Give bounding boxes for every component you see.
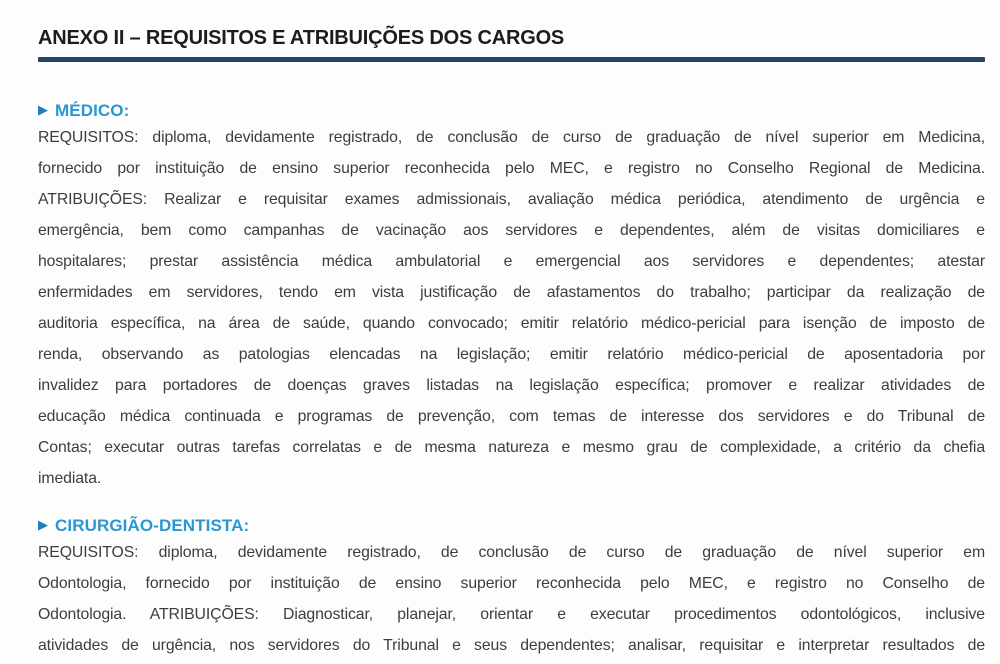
section-paragraph [38, 122, 985, 494]
section-medico [38, 101, 985, 494]
text-line: emergência, bem como campanhas de vacinação aos servidores e dependentes, além de visitas domiciliares e [38, 222, 985, 239]
text-line: Odontologia, fornecido por instituição de ensino superior reconhecida pelo MEC, e registro no Conselho de [38, 575, 985, 592]
text-line: atividades de urgência, nos servidores do Tribunal e seus dependentes; analisar, requisitar e interpretar resultados de [38, 637, 985, 654]
text-line: hospitalares; prestar assistência médica ambulatorial e emergencial aos servidores e dependentes; atestar [38, 253, 985, 270]
section-heading [38, 101, 985, 121]
text-line: invalidez para portadores de doenças graves listadas na legislação específica; promover e realizar atividades de [38, 377, 985, 394]
text-line: Odontologia. ATRIBUIÇÕES: Diagnosticar, planejar, orientar e executar procedimentos odontológicos, inclusive [38, 606, 985, 623]
section-heading-label: MÉDICO: [55, 101, 130, 120]
section-heading [38, 516, 985, 536]
section-paragraph [38, 537, 985, 661]
text-line: fornecido por instituição de ensino superior reconhecida pelo MEC, e registro no Conselho Regional de Medicina. [38, 160, 985, 177]
text-line: enfermidades em servidores, tendo em vista justificação de afastamentos do trabalho; participar da realização de [38, 284, 985, 301]
page-title: ANEXO II – REQUISITOS E ATRIBUIÇÕES DOS CARGOS [38, 27, 565, 49]
play-arrow-icon: ▶ [38, 517, 48, 532]
text-line: REQUISITOS: diploma, devidamente registrado, de conclusão de curso de graduação de nível superior em Medicina, [38, 129, 985, 146]
text-line: imediata. [38, 470, 102, 487]
section-cirurgiao-dentista [38, 516, 985, 661]
text-line: ATRIBUIÇÕES: Realizar e requisitar exames admissionais, avaliação médica periódica, atendimento de urgência e [38, 191, 985, 208]
text-line: auditoria específica, na área de saúde, quando convocado; emitir relatório médico-pericial para isenção de imposto de [38, 315, 985, 332]
text-line: renda, observando as patologias elencadas na legislação; emitir relatório médico-pericial de aposentadoria por [38, 346, 985, 363]
text-line: educação médica continuada e programas de prevenção, com temas de interesse dos servidores e do Tribunal de [38, 408, 985, 425]
text-line: Contas; executar outras tarefas correlatas e de mesma natureza e mesmo grau de complexidade, a critério da chefia [38, 439, 985, 456]
play-arrow-icon: ▶ [38, 102, 48, 117]
text-line: REQUISITOS: diploma, devidamente registrado, de conclusão de curso de graduação de nível superior em [38, 544, 985, 561]
section-heading-label: CIRURGIÃO-DENTISTA: [55, 516, 250, 535]
title-underline-rule [38, 57, 985, 62]
